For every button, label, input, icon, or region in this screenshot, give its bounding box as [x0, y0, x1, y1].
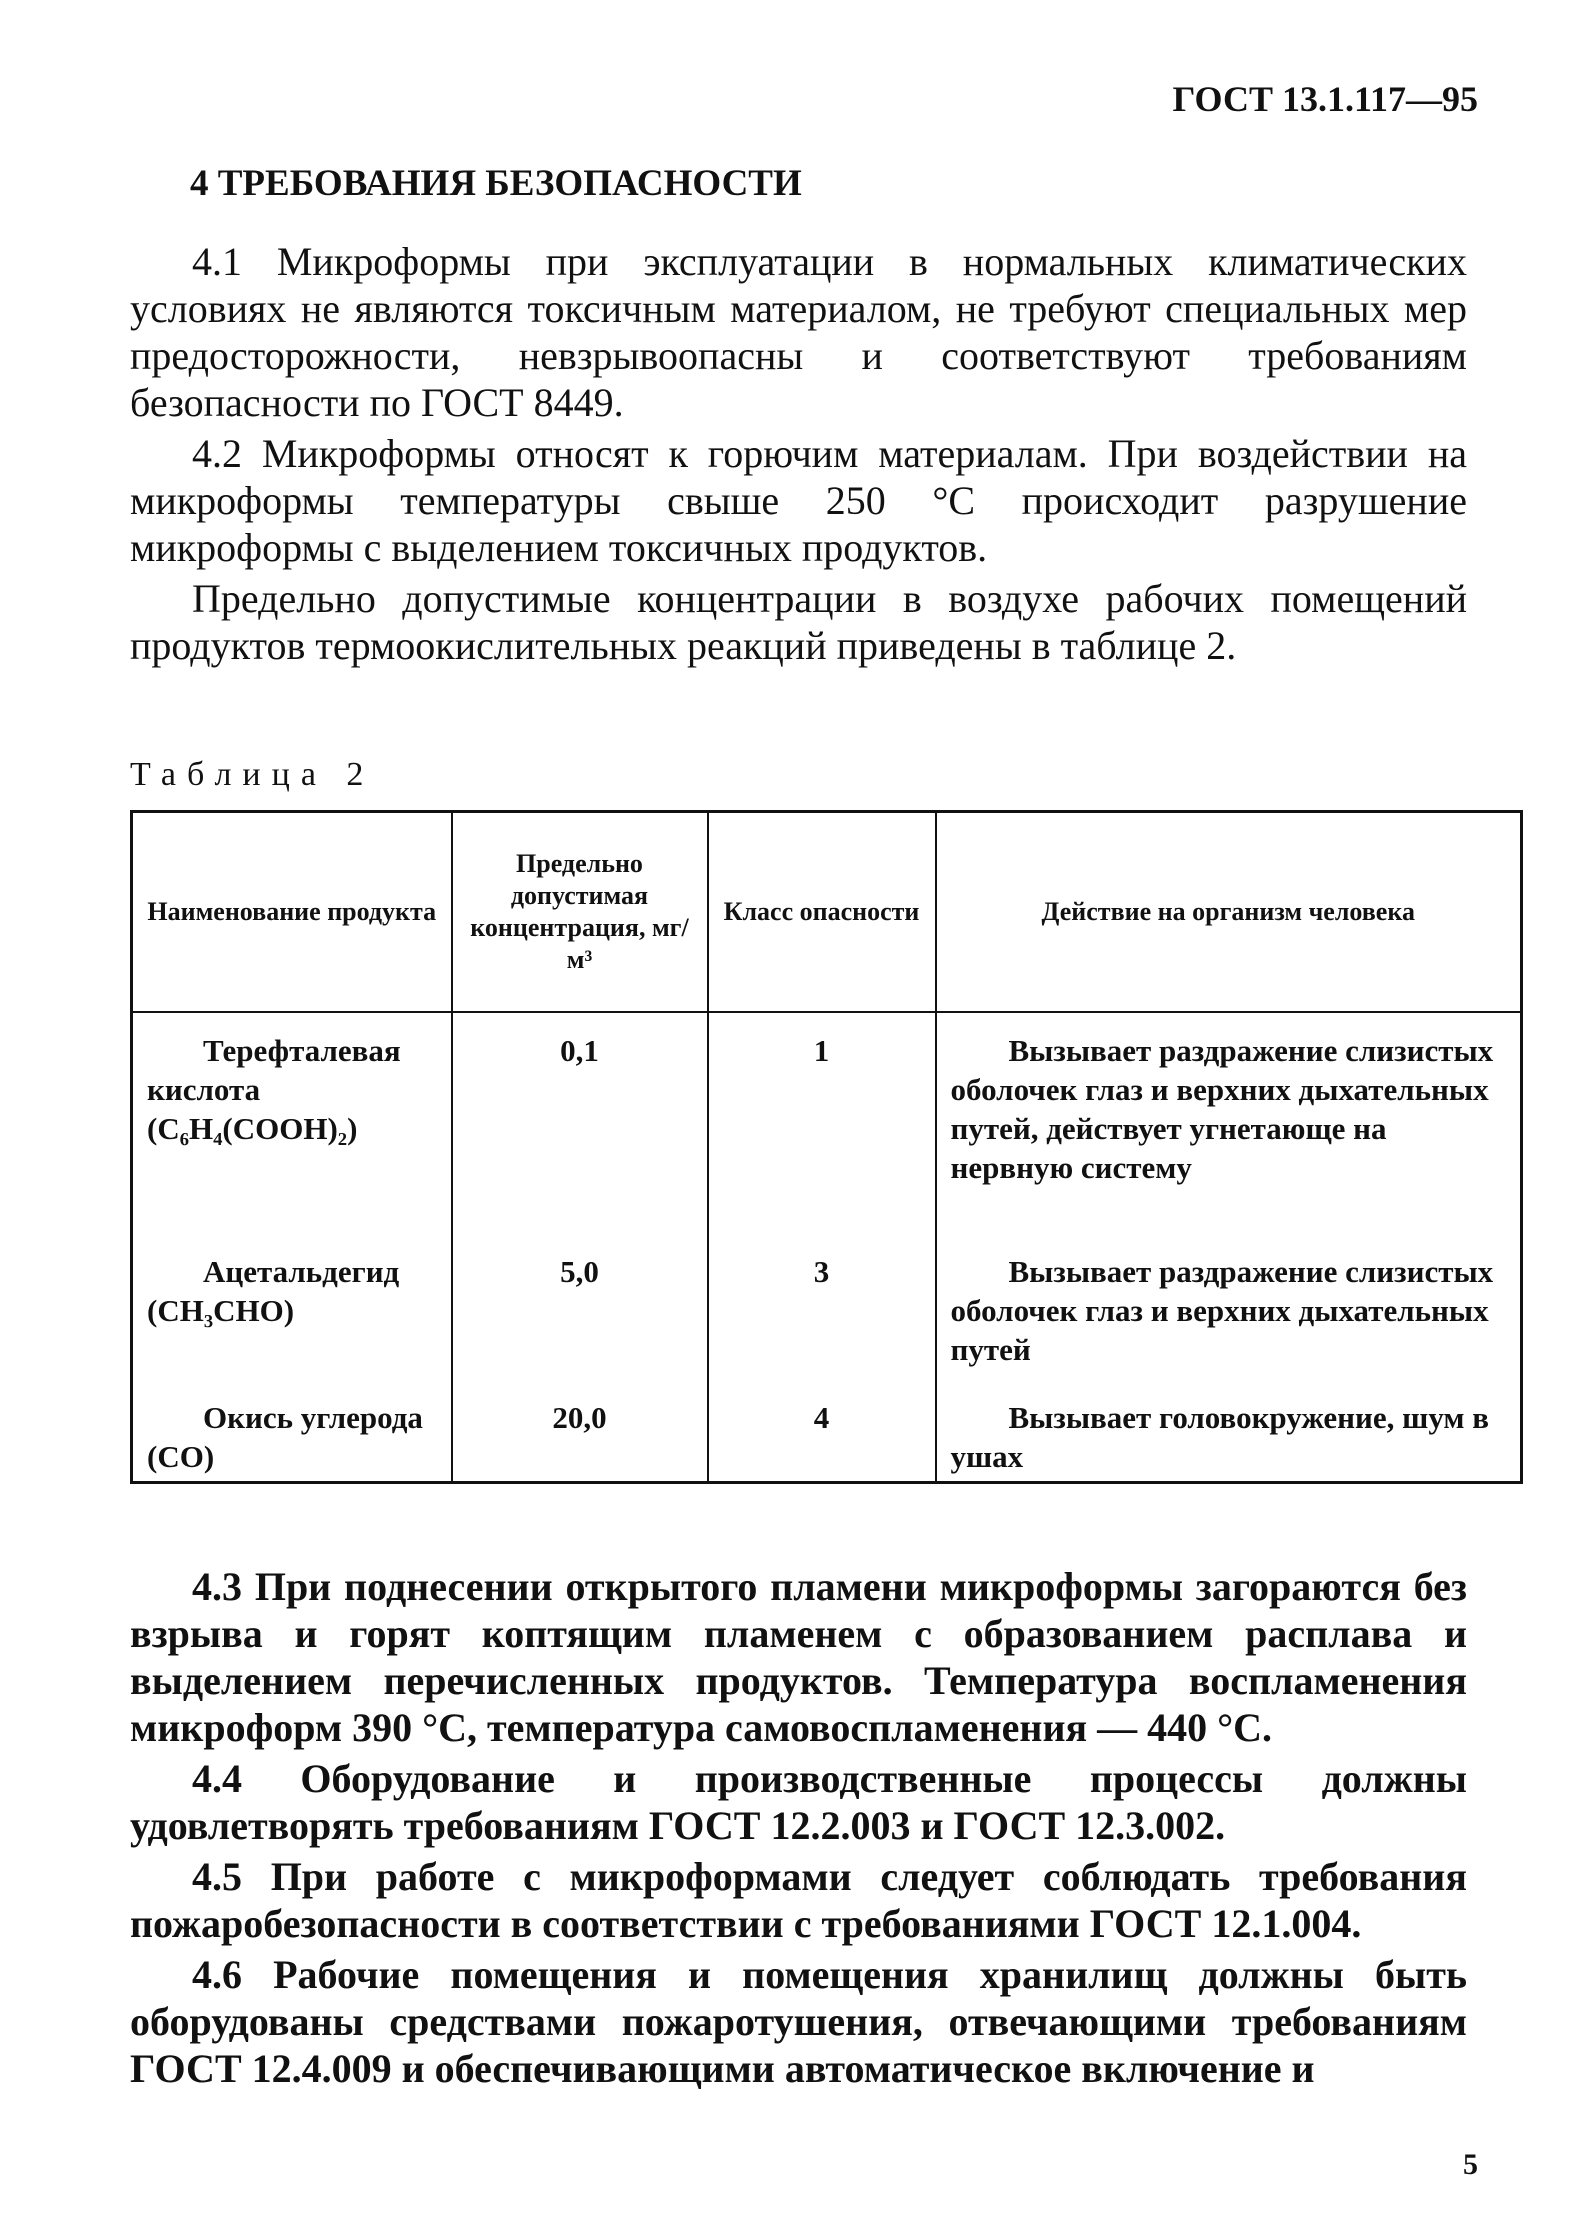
table-header-row — [132, 812, 1522, 1013]
table-row — [132, 1380, 1522, 1482]
page-number: 5 — [1463, 2148, 1478, 2181]
product-name: Окись углерода — [203, 1400, 423, 1435]
document-code-header: ГОСТ 13.1.117—95 — [1172, 79, 1478, 119]
table-caption: Таблица 2 — [130, 756, 375, 793]
header-effect: Действие на организм человека — [936, 812, 1522, 1013]
product-name-cell — [132, 1380, 452, 1482]
safety-text-top — [130, 238, 1467, 673]
table-row — [132, 1012, 1522, 1234]
section-title: 4 ТРЕБОВАНИЯ БЕЗОПАСНОСТИ — [190, 163, 802, 204]
paragraph-4-3: 4.3 При поднесении открытого пламени микроформы загораются без взрыва и горят коптящим пламенем с образованием расплава и выделением перечисленных продуктов. Температура воспламенения микроформ 390 °С, температура самовоспламенения — 440 °С. — [130, 1564, 1467, 1750]
paragraph-concentration-intro: Предельно допустимые концентрации в воздухе рабочих помещений продуктов термоокислительных реакций приведены в таблице 2. — [130, 576, 1467, 668]
paragraph-4-4: 4.4 Оборудование и производственные процессы должны удовлетворять требованиям ГОСТ 12.2.003 и ГОСТ 12.3.002. — [130, 1756, 1467, 1848]
table-row — [132, 1234, 1522, 1380]
concentration-table — [130, 810, 1523, 1484]
header-concentration: Предельно допустимая концентрация, мг/м³ — [452, 812, 708, 1013]
concentration-table-wrapper — [130, 810, 1520, 1484]
safety-text-bottom — [130, 1563, 1467, 2096]
hazard-class-value: 4 — [708, 1380, 936, 1482]
paragraph-4-5: 4.5 При работе с микроформами следует соблюдать требования пожаробезопасности в соответствии с требованиями ГОСТ 12.1.004. — [130, 1854, 1467, 1946]
product-name: Ацетальдегид — [203, 1254, 400, 1289]
product-name-cell — [132, 1012, 452, 1234]
product-formula: (C₆H₄(COOH)₂) — [147, 1111, 358, 1146]
paragraph-4-1: 4.1 Микроформы при эксплуатации в нормальных климатических условиях не являются токсичным материалом, не требуют специальных мер предосторожности, невзрывоопасны и соответствуют требованиям безопасности по ГОСТ 8449. — [130, 239, 1467, 425]
concentration-value: 5,0 — [452, 1234, 708, 1380]
hazard-class-value: 1 — [708, 1012, 936, 1234]
product-formula: (CO) — [147, 1439, 215, 1474]
paragraph-4-6: 4.6 Рабочие помещения и помещения хранилищ должны быть оборудованы средствами пожаротушения, отвечающими требованиям ГОСТ 12.4.009 и обеспечивающими автоматическое включение и — [130, 1952, 1467, 2091]
hazard-class-value: 3 — [708, 1234, 936, 1380]
header-product-name: Наименование продукта — [132, 812, 452, 1013]
product-name-cell — [132, 1234, 452, 1380]
product-name: Терефталевая кислота — [147, 1033, 401, 1107]
effect-text: Вызывает раздражение слизистых оболочек глаз и верхних дыхательных путей — [936, 1234, 1522, 1380]
concentration-value: 0,1 — [452, 1012, 708, 1234]
header-hazard-class: Класс опасности — [708, 812, 936, 1013]
effect-text: Вызывает головокружение, шум в ушах — [936, 1380, 1522, 1482]
effect-text: Вызывает раздражение слизистых оболочек глаз и верхних дыхательных путей, действует угнетающе на нервную систему — [936, 1012, 1522, 1234]
paragraph-4-2: 4.2 Микроформы относят к горючим материалам. При воздействии на микроформы температуры свыше 250 °С происходит разрушение микроформы с выделением токсичных продуктов. — [130, 431, 1467, 570]
product-formula: (CH₃CHO) — [147, 1293, 295, 1328]
concentration-value: 20,0 — [452, 1380, 708, 1482]
